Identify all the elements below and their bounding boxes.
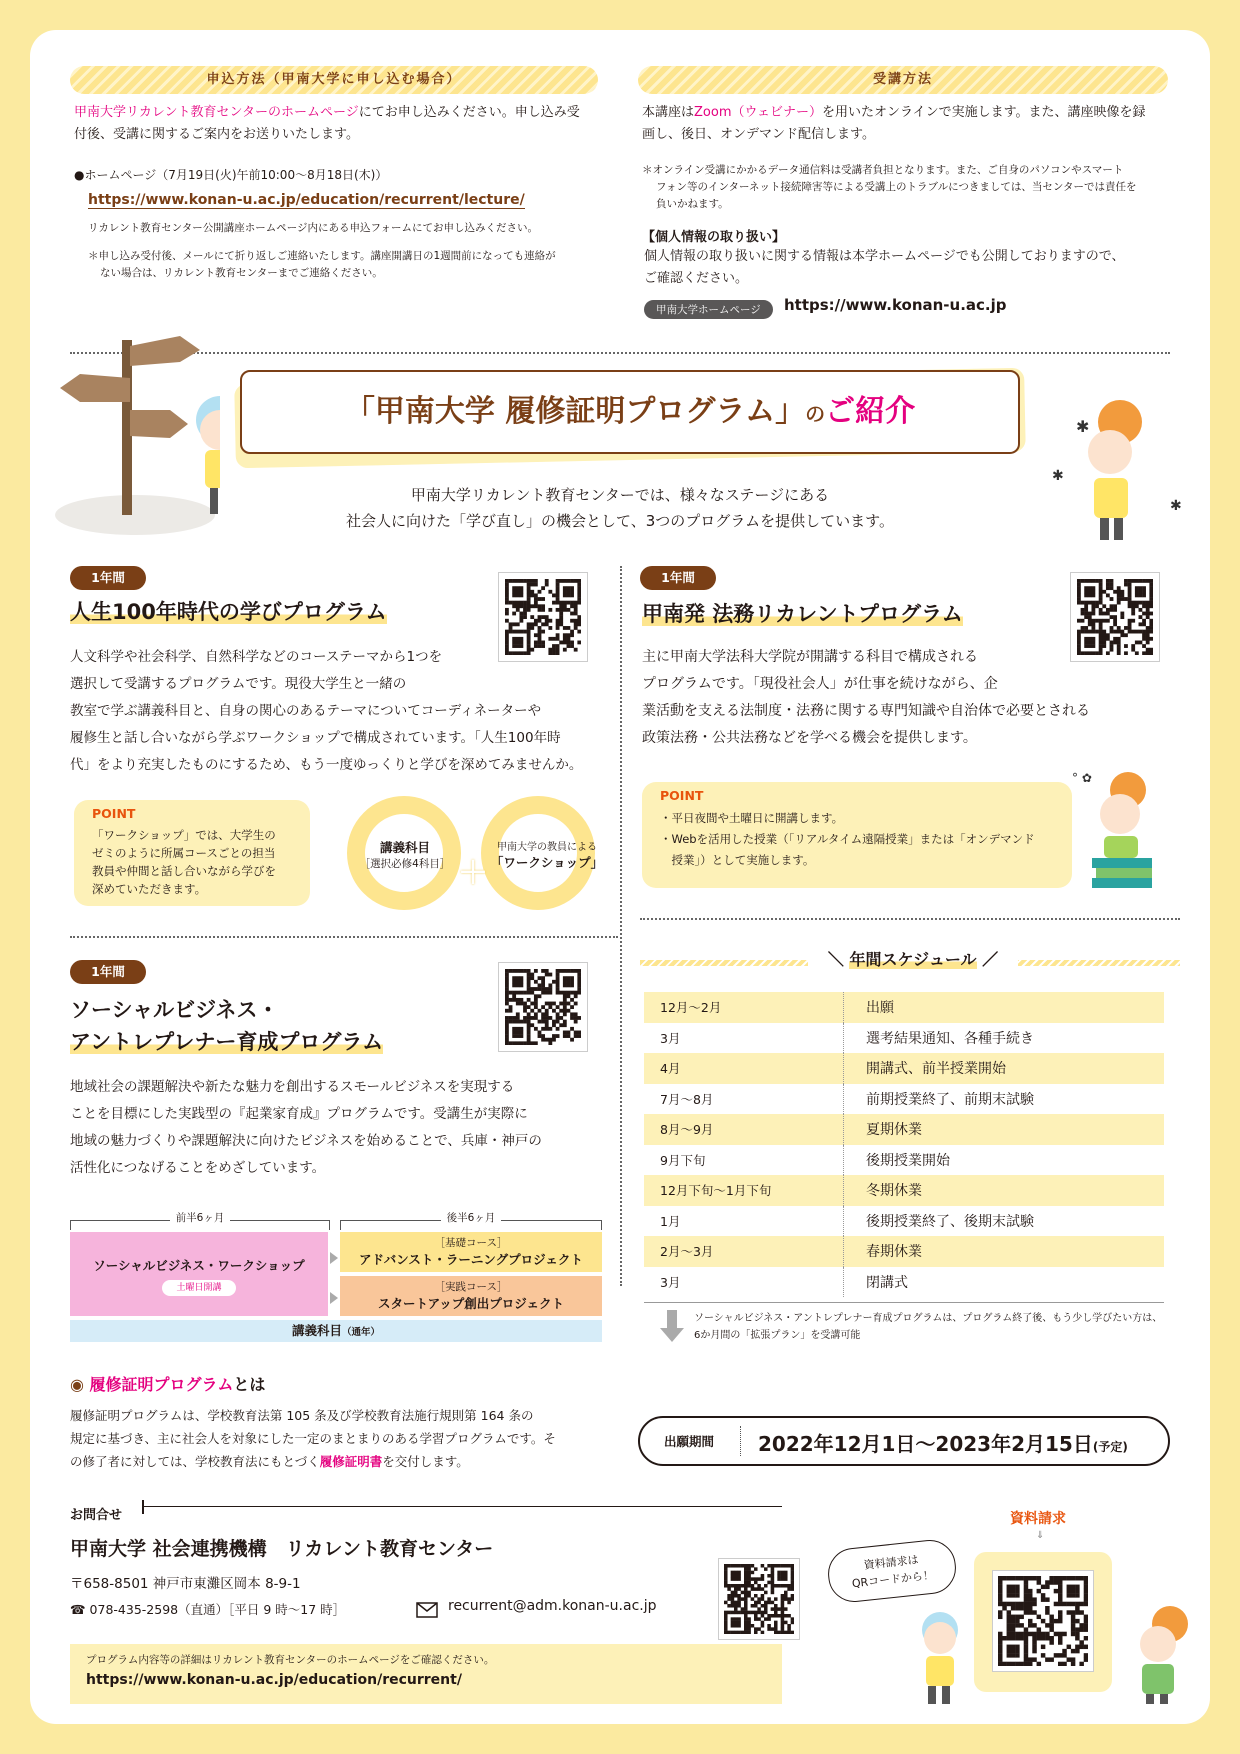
- hp-url[interactable]: https://www.konan-u.ac.jp: [784, 296, 1007, 314]
- loop-right-sub: 「ワークショップ」: [490, 855, 604, 870]
- schedule-row: [644, 1084, 1164, 1115]
- attend-line2: 画し、後日、オンデマンド配信します。: [642, 127, 875, 142]
- apply-line1: にてお申し込みください。申し込み受: [358, 105, 580, 120]
- divider-top: [70, 352, 1170, 354]
- request-label: 資料請求: [1010, 1511, 1066, 1527]
- prog1-body-line: 代」をより充実したものにするため、もう一度ゆっくりと学びを深めてみませんか。: [70, 757, 583, 773]
- period-value-text: 2022年12月1日～2023年2月15日: [758, 1432, 1093, 1456]
- schedule-title: ＼ 年間スケジュール ／: [808, 946, 1018, 974]
- period-box: [638, 1416, 1170, 1466]
- prog2-point-text: [660, 808, 1035, 871]
- loop-plus: ＋: [458, 856, 488, 891]
- intro-title-no: の: [805, 402, 826, 426]
- cert-heading-pink: 履修証明プログラム: [89, 1375, 234, 1394]
- apply-heading: 申込方法（甲南大学に申し込む場合）: [70, 66, 598, 94]
- attend-note: [642, 162, 1182, 213]
- signpost-illustration: [50, 310, 220, 540]
- prog1-point-label: POINT: [92, 806, 136, 821]
- schedule-event: 後期授業開始: [866, 1152, 950, 1169]
- schedule-row: [644, 1206, 1164, 1237]
- period-label: 出願期間: [664, 1434, 715, 1449]
- detail-url[interactable]: https://www.konan-u.ac.jp/education/recurrent/: [86, 1672, 462, 1688]
- divider-schedule: [640, 918, 1180, 920]
- boy-illustration: [908, 1608, 978, 1704]
- schedule-month: 7月～8月: [644, 1084, 844, 1115]
- apply-note1: ＊申し込み受付後、メールにて折り返しご連絡いたします。講座開講日の1週間前になっても連絡が: [88, 250, 556, 262]
- intro-title: [240, 386, 1020, 430]
- practice-course-block: [340, 1276, 602, 1316]
- schedule-month: 9月下旬: [644, 1145, 844, 1176]
- contact-label: お問合せ: [70, 1508, 123, 1523]
- prog2-point-box: [642, 782, 1072, 888]
- basic-course-label: ［基礎コース］: [434, 1237, 508, 1249]
- prog3-title-line2: アントレプレナー育成プログラム: [70, 1030, 384, 1054]
- apply-note2: ない場合は、リカレント教育センターまでご連絡ください。: [100, 267, 383, 279]
- prog2-body: [642, 644, 1182, 752]
- schedule-event: 開講式、前半授業開始: [866, 1061, 1006, 1078]
- apply-text: [74, 102, 614, 146]
- period-tentative: (予定): [1092, 1440, 1128, 1454]
- prog1-point-line: 「ワークショップ」では、大学生の: [92, 828, 276, 842]
- prog2-badge: 1年間: [640, 566, 716, 590]
- schedule-row: [644, 1053, 1164, 1084]
- schedule-month: 2月～3月: [644, 1236, 844, 1267]
- attend-zoom: Zoom（ウェビナー）: [694, 105, 822, 120]
- apply-url-note: リカレント教育センター公開講座ホームページ内にある申込フォームにてお申し込みください。: [88, 222, 538, 234]
- lecture-bar: [70, 1320, 602, 1342]
- hp-tag: 甲南大学ホームページ: [644, 300, 773, 319]
- prog1-point-line: 教員や仲間と話し合いながら学びを: [92, 864, 276, 878]
- loop-right-title: 甲南大学の教員による: [497, 842, 597, 853]
- privacy-line2: ご確認ください。: [644, 271, 749, 286]
- attend-heading: 受講方法: [638, 66, 1168, 94]
- contact-address: 〒658-8501 神戸市東灘区岡本 8-9-1: [70, 1576, 301, 1592]
- prog2-point-line: 授業」）として実施します。: [660, 853, 815, 867]
- attend-line1a: 本講座は: [642, 105, 695, 120]
- schedule-row: [644, 1236, 1164, 1267]
- workshop-label: ソーシャルビジネス・ワークショップ: [93, 1258, 305, 1273]
- loop-left-label: [346, 838, 464, 871]
- schedule-table: [644, 992, 1164, 1297]
- divider-mid: [70, 936, 618, 938]
- request-bubble-line2: QRコードから！: [851, 1568, 935, 1591]
- apply-url[interactable]: https://www.konan-u.ac.jp/education/recurrent/lecture/: [88, 192, 525, 208]
- prog2-point-line: ・Webを活用した授業（「リアルタイム遠隔授業」または「オンデマンド: [660, 832, 1035, 846]
- prog1-point-line: ゼミのように所属コースごとの担当: [92, 846, 276, 860]
- contact-rule: [142, 1506, 782, 1507]
- basic-course-name: アドバンスト・ラーニングプロジェクト: [359, 1252, 583, 1267]
- cert-line3-pink: 履修証明書: [319, 1454, 383, 1469]
- cert-heading-rest: とは: [233, 1375, 266, 1394]
- prog3-body-line: 地域の魅力づくりや課題解決に向けたビジネスを始めることで、兵庫・神戸の: [70, 1133, 542, 1149]
- prog2-point-label: POINT: [660, 788, 704, 803]
- request-qr-code[interactable]: [992, 1570, 1094, 1672]
- schedule-month: 3月: [644, 1267, 844, 1298]
- prog3-body-line: 地域社会の課題解決や新たな魅力を創出するスモールビジネスを実現する: [70, 1079, 515, 1095]
- schedule-row: [644, 992, 1164, 1023]
- attend-text: [642, 102, 1182, 146]
- period-divider: [740, 1426, 741, 1456]
- schedule-note2: 6か月間の「拡張プラン」を受講可能: [694, 1330, 861, 1341]
- svg-text:✱: ✱: [1170, 498, 1182, 514]
- loop-left-title: 講義科目: [379, 840, 430, 855]
- intro-text: [220, 482, 1020, 534]
- girl-illustration: [1040, 380, 1190, 560]
- attend-note2: フォン等のインターネット接続障害等による受講上のトラブルにつきましては、当センターでは責任を: [656, 181, 1137, 193]
- intro-line2: 社会人に向けた「学び直し」の機会として、3つのプログラムを提供しています。: [346, 512, 894, 530]
- schedule-month: 12月～2月: [644, 992, 844, 1023]
- loop-left-sub: ［選択必修4科目］: [359, 858, 451, 870]
- svg-text:✱: ✱: [1076, 417, 1090, 436]
- prog1-point-box: [74, 800, 310, 906]
- prog2-body-line: 主に甲南大学法科大学院が開講する科目で構成される: [642, 649, 978, 665]
- prog3-title: [70, 994, 383, 1058]
- schedule-month: 1月: [644, 1206, 844, 1237]
- apply-line2: 付後、受講に関するご案内をお送りいたします。: [74, 127, 359, 142]
- schedule-event: 前期授業終了、前期末試験: [866, 1091, 1034, 1108]
- schedule-note1: ソーシャルビジネス・アントレプレナー育成プログラムは、プログラム終了後、もう少し学びたい方は、: [694, 1313, 1163, 1324]
- apply-hp-label: ●ホームページ（7月19日(火)午前10:00～8月18日(木)）: [74, 168, 388, 182]
- prog1-point-text: [92, 826, 276, 898]
- workshop-block: [70, 1232, 328, 1316]
- attend-note3: 負いかねます。: [656, 198, 729, 210]
- privacy-heading: 【個人情報の取り扱い】: [642, 230, 786, 245]
- schedule-row: [644, 1145, 1164, 1176]
- schedule-month: 4月: [644, 1053, 844, 1084]
- schedule-title-text: 年間スケジュール: [849, 950, 977, 969]
- schedule-note: [694, 1310, 1162, 1344]
- request-bubble: [826, 1537, 959, 1604]
- prog2-point-line: ・平日夜間や土曜日に開講します。: [660, 811, 844, 825]
- prog2-title-text: 甲南発 法務リカレントプログラム: [642, 602, 963, 626]
- second-half-text: 後半6ヶ月: [441, 1212, 502, 1224]
- schedule-event: 閉講式: [866, 1274, 908, 1291]
- schedule-row: [644, 1023, 1164, 1054]
- prog3-body-line: 活性化につなげることをめざしています。: [70, 1160, 326, 1176]
- prog3-title-line1: ソーシャルビジネス・: [70, 998, 279, 1022]
- arrow-down-icon: [660, 1310, 684, 1344]
- first-half-text: 前半6ヶ月: [170, 1212, 231, 1224]
- schedule-event: 後期授業終了、後期末試験: [866, 1213, 1034, 1230]
- detail-box: [70, 1644, 782, 1704]
- practice-course-label: ［実践コース］: [434, 1281, 508, 1293]
- reading-girl-illustration: [1070, 760, 1180, 890]
- cert-line2: 規定に基づき、主に社会人を対象にした一定のまとまりのある学習プログラムです。そ: [70, 1431, 556, 1446]
- attend-line1b: を用いたオンラインで実施します。また、講座映像を録: [821, 105, 1146, 120]
- attend-note1: ＊オンライン受講にかかるデータ通信料は受講者負担となります。また、ご自身のパソコンやスマート: [642, 164, 1124, 176]
- girl-waving-illustration: [1116, 1600, 1206, 1704]
- schedule-event: 夏期休業: [866, 1122, 922, 1139]
- contact-org: 甲南大学 社会連携機構 リカレント教育センター: [70, 1538, 494, 1560]
- schedule-row: [644, 1175, 1164, 1206]
- prog3-qr-code[interactable]: [498, 962, 588, 1052]
- prog1-title: [70, 596, 387, 628]
- prog1-badge: 1年間: [70, 566, 146, 590]
- schedule-month: 8月～9月: [644, 1114, 844, 1145]
- schedule-event: 選考結果通知、各種手続き: [866, 1030, 1034, 1047]
- schedule-rule: [644, 1302, 1164, 1303]
- request-bubble-line1: 資料請求は: [863, 1553, 920, 1572]
- svg-text:° ✿: ° ✿: [1072, 771, 1092, 785]
- schedule-month: 12月下旬～1月下旬: [644, 1175, 844, 1206]
- contact-qr-code[interactable]: [718, 1558, 800, 1640]
- contact-tick: [142, 1500, 144, 1514]
- schedule-month: 3月: [644, 1023, 844, 1054]
- svg-text:✱: ✱: [1052, 468, 1064, 484]
- basic-course-block: [340, 1232, 602, 1272]
- cert-body: [70, 1404, 640, 1473]
- intro-title-pink: ご紹介: [825, 394, 916, 429]
- prog1-body-line: 人文科学や社会科学、自然科学などのコーステーマから1つを: [70, 649, 443, 665]
- first-half-label: [70, 1210, 330, 1225]
- request-arrow-icon: ⇓: [1036, 1530, 1045, 1541]
- schedule-row: [644, 1267, 1164, 1298]
- lecture-label: 講義科目: [291, 1323, 342, 1338]
- contact-tel: ☎ 078-435-2598（直通）［平日 9 時～17 時］: [70, 1602, 346, 1617]
- prog3-body: [70, 1074, 630, 1182]
- second-half-label: [340, 1210, 602, 1225]
- prog3-body-line: ことを目標にした実践型の『起業家育成』プログラムです。受講生が実際に: [70, 1106, 528, 1122]
- privacy-line1: 個人情報の取り扱いに関する情報は本学ホームページでも公開しておりますので、: [644, 249, 1125, 264]
- period-value: [758, 1428, 1128, 1457]
- workshop-tag: 土曜日開講: [162, 1280, 236, 1296]
- apply-link[interactable]: 甲南大学リカレント教育センターのホームページ: [74, 105, 359, 120]
- mail-icon: [416, 1602, 438, 1618]
- intro-line1: 甲南大学リカレント教育センターでは、様々なステージにある: [410, 486, 830, 504]
- flyer-page: [30, 30, 1210, 1724]
- schedule-event: 春期休業: [866, 1244, 922, 1261]
- arrow-right-icon: [330, 1252, 338, 1264]
- prog1-title-text: 人生100年時代の学びプログラム: [70, 600, 387, 624]
- cert-line1: 履修証明プログラムは、学校教育法第 105 条及び学校教育法施行規則第 164 条の: [70, 1408, 534, 1423]
- arrow-right-icon: [330, 1292, 338, 1304]
- prog1-body-line: 教室で学ぶ講義科目と、自身の関心のあるテーマについてコーディネーターや: [70, 703, 542, 719]
- prog2-body-line: プログラムです。「現役社会人」が仕事を続けながら、企: [642, 676, 998, 692]
- apply-note: [88, 248, 556, 282]
- prog2-body-line: 政策法務・公共法務などを学べる機会を提供します。: [642, 730, 977, 746]
- prog1-point-line: 深めていただきます。: [92, 882, 207, 896]
- detail-note: プログラム内容等の詳細はリカレント教育センターのホームページをご確認ください。: [86, 1654, 495, 1666]
- prog1-body-line: 選択して受講するプログラムです。現役大学生と一緒の: [70, 676, 407, 692]
- loop-right-label: [482, 838, 612, 871]
- prog2-body-line: 業活動を支える法制度・法務に関する専門知識や自治体で必要とされる: [642, 703, 1090, 719]
- prog3-badge: 1年間: [70, 960, 146, 984]
- schedule-event: 出願: [866, 1000, 894, 1017]
- cert-line3a: の修了者に対しては、学校教育法にもとづく: [70, 1454, 320, 1469]
- schedule-event: 冬期休業: [866, 1183, 922, 1200]
- practice-course-name: スタートアップ創出プロジェクト: [377, 1296, 564, 1311]
- target-circle-icon: ◉: [70, 1375, 84, 1394]
- contact-email[interactable]: recurrent@adm.konan-u.ac.jp: [448, 1598, 657, 1614]
- cert-line3b: を交付します。: [382, 1454, 469, 1469]
- cert-heading: [70, 1372, 265, 1395]
- prog2-title: [642, 598, 963, 630]
- prog1-body-line: 履修生と話し合いながら学ぶワークショップで構成されています。「人生100年時: [70, 730, 561, 746]
- schedule-row: [644, 1114, 1164, 1145]
- lecture-sub: （通年）: [342, 1327, 381, 1338]
- prog1-body: [70, 644, 630, 779]
- privacy-text: [644, 246, 1124, 290]
- intro-title-main: 「甲南大学 履修証明プログラム」: [344, 394, 806, 429]
